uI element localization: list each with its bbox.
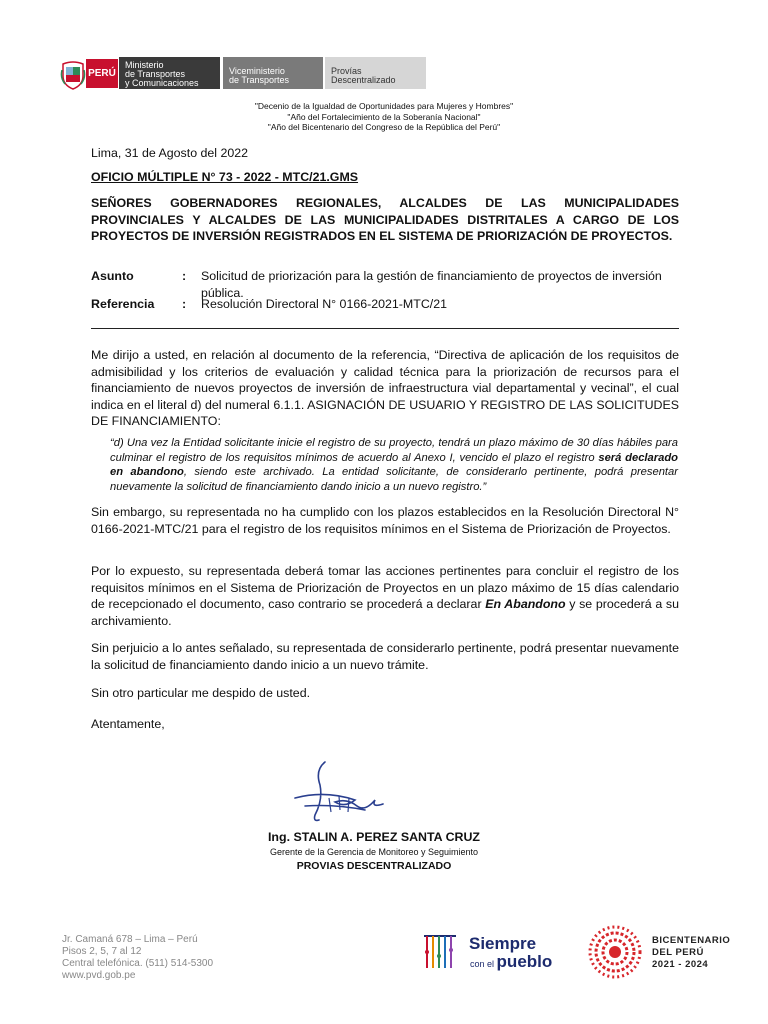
referencia-value: Resolución Directoral N° 0166-2021-MTC/21 — [201, 297, 447, 311]
quote-emphasis: será declarado en abandono — [110, 451, 678, 478]
paragraph-1: Me dirijo a usted, en relación al documento de la referencia, “Directiva de aplicación de los requisitos de admisibilidad y los criterios de evaluación y calidad técnica para la priorización de recursos para el financiamiento de nuevos proyectos de inversión de infraestructura vial departamental y vecinal”, el cual indica en el literal d) del numeral 6.1.1. ASIGNACIÓN DE USUARIO Y REGISTRO DE LAS SOLICITUDES DE FINANCIAMIENTO: — [91, 348, 679, 428]
viceministry-logo-box — [223, 57, 323, 89]
footer-line-2: Pisos 2, 5, 7 al 12 — [62, 946, 142, 957]
p3-part-3: y se procederá a su archivamiento. — [91, 597, 679, 628]
quoted-directive — [110, 436, 678, 494]
bicentenario-logo-icon — [587, 924, 643, 980]
signatory-title: Gerente de la Gerencia de Monitoreo y Seguimiento — [269, 847, 479, 857]
handwritten-signature — [285, 760, 405, 830]
motto-2: "Año del Fortalecimiento de la Soberanía Nacional" — [287, 111, 481, 122]
referencia-label: Referencia — [91, 297, 155, 311]
peru-coat-of-arms-icon — [60, 60, 86, 90]
p3-part-1: Por lo expuesto, su representada deberá tomar las acciones pertinentes para concluir el registro de los requisitos mínimos en el Sistema de Priorización de Proyectos en un plazo máximo de 15 días calendario de recepcionado el documento, caso contrario se procederá a declarar — [91, 564, 679, 611]
p3-emphasis: En Abandono — [485, 597, 566, 611]
ministry-logo-box — [119, 57, 220, 89]
provias-line-2: Descentralizado — [331, 75, 396, 85]
provias-logo-box — [325, 57, 426, 89]
quote-part-1: “d) Una vez la Entidad solicitante inicie el registro de su proyecto, tendrá un plazo máximo de 30 días hábiles para culminar el registro de los requisitos mínimos de acuerdo al Anexo I, vencido el plazo el registro — [110, 437, 678, 464]
bicentenario-line-3: 2021 - 2024 — [652, 959, 709, 970]
paragraph-2: Sin embargo, su representada no ha cumplido con los plazos establecidos en la Resolución Directoral N° 0166-2021-MTC/21 para el registro de los requisitos mínimos en el Sistema de Priorización de Proyectos. — [91, 505, 679, 536]
asunto-value: Solicitud de priorización para la gestión de financiamiento de proyectos de inversión pública. — [201, 269, 662, 300]
ministry-line-3: y Comunicaciones — [125, 78, 199, 88]
recipients: SEÑORES GOBERNADORES REGIONALES, ALCALDES DE LAS MUNICIPALIDADES PROVINCIALES Y ALCALDES DE LAS MUNICIPALIDADES DISTRITALES A CARGO DE LOS PROYECTOS DE INVERSIÓN REGISTRADOS EN EL SISTEMA DE PRIORIZACIÓN DE PROYECTOS. — [91, 196, 679, 243]
provias-line-1: Provías — [331, 66, 362, 76]
pueblo-label: pueblo — [496, 952, 553, 971]
paragraph-4: Sin perjuicio a lo antes señalado, su representada de considerarlo pertinente, podrá presentar nuevamente la solicitud de financiamiento dando inicio a un nuevo trámite. — [91, 641, 679, 672]
signatory-org: PROVIAS DESCENTRALIZADO — [296, 860, 452, 872]
peru-label: PERÚ — [88, 68, 116, 79]
closing-line: Sin otro particular me despido de usted. — [91, 686, 311, 700]
con-el-label: con el — [470, 959, 495, 969]
bicentenario-line-2: DEL PERÚ — [652, 947, 704, 958]
vice-line-1: Viceministerio — [229, 66, 285, 76]
asunto-label: Asunto — [91, 269, 134, 283]
salutation: Atentamente, — [91, 717, 165, 731]
siempre-label: Siempre — [469, 934, 537, 953]
footer-line-1: Jr. Camaná 678 – Lima – Perú — [62, 934, 198, 945]
motto-3: "Año del Bicentenario del Congreso de la República del Perú" — [267, 122, 501, 132]
referencia-colon: : — [182, 297, 187, 311]
footer-address — [62, 934, 213, 982]
signatory-name: Ing. STALIN A. PEREZ SANTA CRUZ — [267, 830, 480, 844]
quote-part-3: , siendo este archivado. La entidad solicitante, de considerarlo pertinente, podrá presentar nuevamente la solicitud de financiamiento dando inicio a un nuevo registro.” — [110, 466, 678, 493]
ministry-line-2: de Transportes — [125, 69, 186, 79]
asunto-colon: : — [182, 269, 187, 283]
footer-line-3: Central telefónica. (511) 514-5300 — [62, 958, 214, 969]
siempre-sub — [470, 952, 552, 972]
paragraph-3 — [91, 563, 679, 629]
peru-logo — [86, 59, 118, 88]
divider — [91, 328, 679, 329]
letter-date: Lima, 31 de Agosto del 2022 — [91, 146, 249, 160]
oficio-number: OFICIO MÚLTIPLE N° 73 - 2022 - MTC/21.GMS — [91, 170, 359, 184]
footer-line-4: www.pvd.gob.pe — [62, 970, 136, 981]
bicentenario-line-1: BICENTENARIO — [652, 935, 731, 946]
motto-1: "Decenio de la Igualdad de Oportunidades para Mujeres y Hombres" — [254, 101, 514, 111]
year-mottos — [0, 101, 768, 133]
ministry-line-1: Ministerio — [125, 60, 164, 70]
vice-line-2: de Transportes — [229, 75, 290, 85]
siempre-con-el-pueblo-icon — [420, 930, 460, 972]
